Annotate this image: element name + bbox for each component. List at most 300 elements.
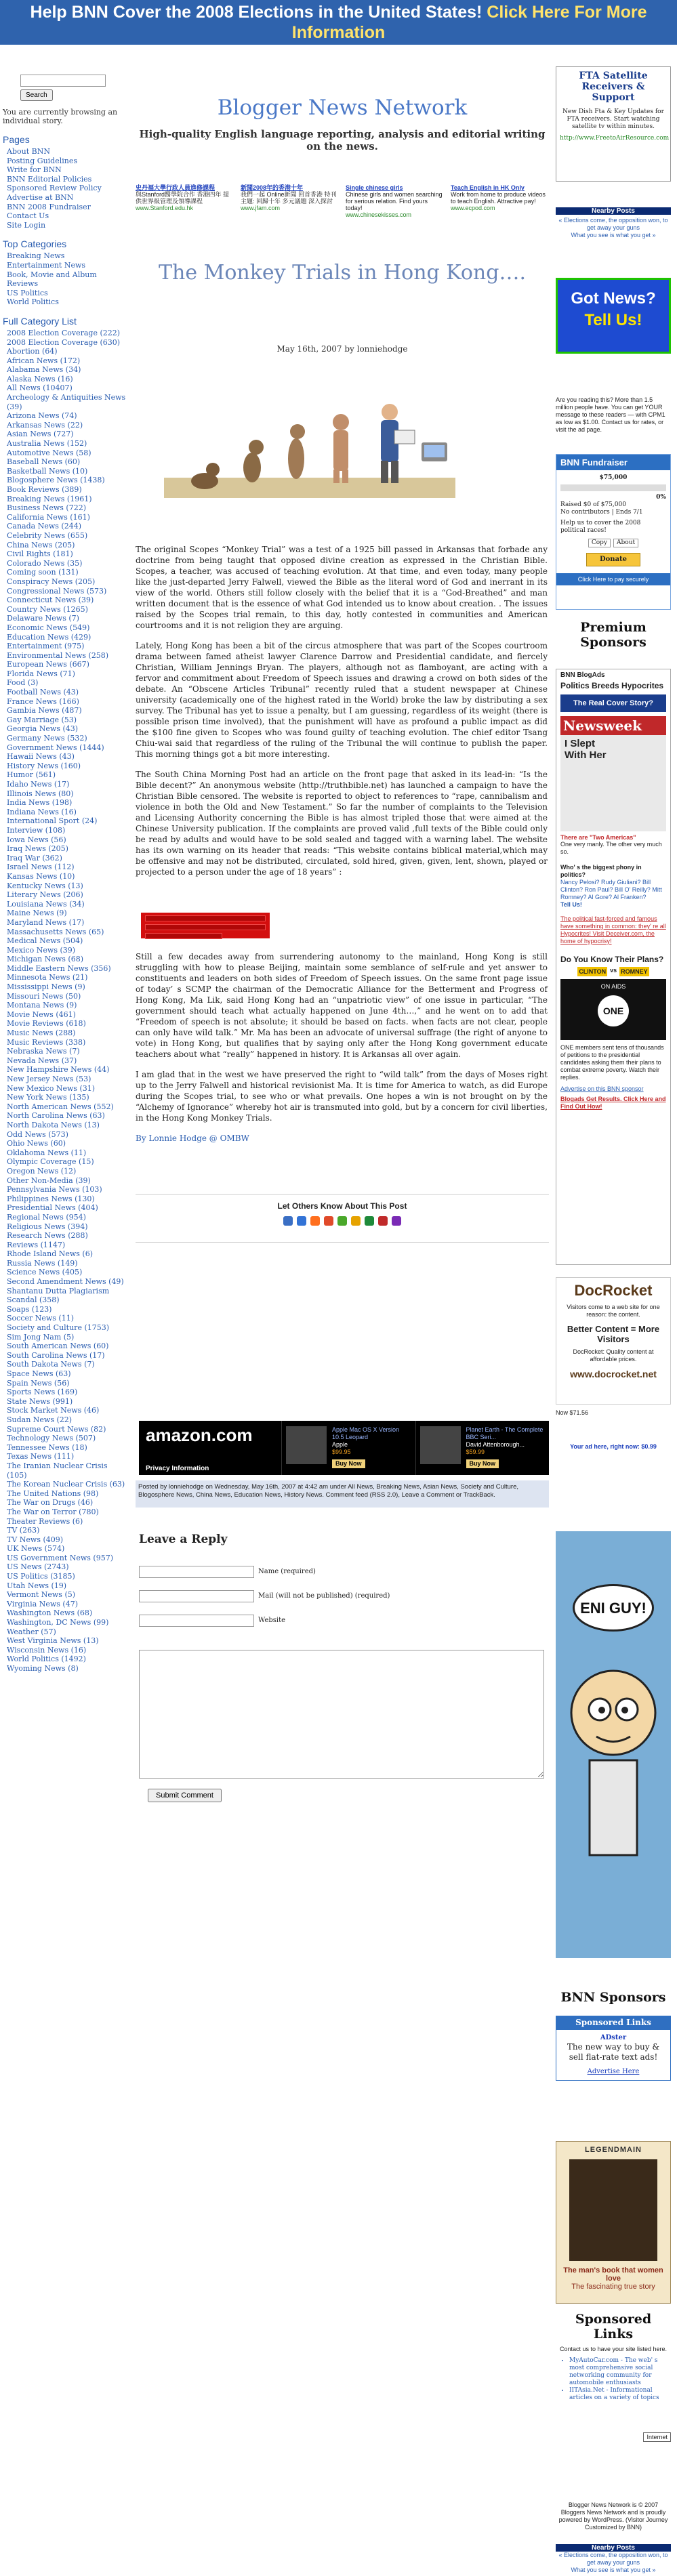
nearby-posts-bottom [556,2544,671,2574]
text-ad-body: Chinese girls and women searching for serious relation. Find yours today! [346,191,443,211]
category-link[interactable]: Celebrity News (655) [7,531,88,540]
legend-book-ad[interactable] [556,2141,671,2304]
do-you-know-title: Do You Know Their Plans? [560,955,664,964]
advertise-sponsor-link[interactable]: Advertise on this BNN sponsor [560,1085,644,1092]
sponsored-links-list [556,2346,671,2402]
eni-guy-ad[interactable] [556,1531,671,1958]
product-price: $59.99 [466,1449,485,1455]
category-link[interactable]: Football News (43) [7,688,79,697]
category-link[interactable]: Breaking News (1961) [7,494,92,503]
fundraiser-title: BNN Fundraiser [556,455,670,470]
deceiver-ad[interactable]: The political fast-forced and famous have something in common: they' re all Hypocrites! Visit Deceiver.com, the home of hypocrisy! [560,915,666,944]
premium-sponsors-heading: Premium Sponsors [580,620,647,650]
category-link[interactable]: Oklahoma News (11) [7,1148,87,1157]
category-link[interactable]: Iraq News (205) [7,844,68,854]
share-bar [136,1194,549,1243]
text-ad-title[interactable]: 史丹福大學行政人員進修課程 [136,184,216,191]
category-link[interactable]: Sim Jong Nam (5) [7,1332,75,1342]
reach-readers-note: Are you reading this? More than 1.5 million people have. You can get YOUR message to these readers — with CPM1 as low as $1.00. Contact us for rates, or visit the ad page. [556,396,665,433]
category-link[interactable]: World Politics (1492) [7,1655,86,1664]
fta-ad[interactable] [556,66,671,182]
category-link[interactable]: Kansas News (10) [7,871,75,881]
article-paragraph: Lately, Hong Kong has been a bit of the circus atmosphere that was part of the Scopes courtroom drama between famed atheist lawyer Clarence Darrow and Presidential candidate, and fiercely Christian, William Jennings Bryan. The players, although not as flamboyant, are acting with a fervor and commitment about Freedom of Speech issues and drawing a crowd on both sides of the debate. An “Obscene Articles Tribunal” recently ruled that a student newspaper at Chinese university (academically one of the highest rated in the World) broke the law by distributing a sex survey. The Tribunal has yet to issue a penalty, but I am guessing, regardless of its weight (there is possible prison time involved), that the punishment will have as profound a public impact as did the $100 fine given to Scopes who was found guilty of teaching evolution. The chief editor Tsang Chiu-wai said that regardless of the ruling of the Tribunal the will continue to publish the paper. This morning things got a bit more interesting. [136,641,548,759]
category-link[interactable]: Connecticut News (39) [7,596,94,605]
site-tagline: High-quality English language reporting, analysis and editorial writing on the news. [139,128,546,152]
email-field[interactable] [139,1590,254,1602]
text-ad[interactable] [241,184,339,218]
website-field[interactable] [139,1615,254,1627]
sponsored-links-heading: Sponsored Links [556,2016,671,2029]
product-vendor: David Attenborough... [466,1441,525,1448]
candidates-row[interactable] [560,967,666,976]
text-ad[interactable] [451,184,549,218]
category-link[interactable]: Mississippi News (9) [7,982,85,992]
category-link[interactable]: Sports News (169) [7,1388,78,1397]
sponsored-links-intro: Contact us to have your site listed here. [559,2346,668,2352]
category-link[interactable]: Canada News (244) [7,522,81,531]
page-link[interactable]: About BNN [7,147,50,156]
category-link[interactable]: Hawaii News (43) [7,752,75,762]
amazon-product[interactable] [281,1421,415,1475]
category-link[interactable]: Gay Marriage (53) [7,715,77,724]
fundraiser-percent: 0% [656,494,666,501]
sponsored-links-box [556,2016,671,2081]
category-link[interactable]: Presidential News (404) [7,1203,98,1213]
category-link[interactable]: Wisconsin News (16) [7,1645,87,1655]
nearby-prev-link[interactable]: « Elections come, the opposition won, to get away your guns [558,2552,668,2566]
category-link[interactable]: India News (198) [7,798,73,808]
category-link[interactable]: Basketball News (10) [7,466,88,476]
docrocket-line-3: DocRocket: Quality content at affordable prices. [573,1348,654,1363]
category-link[interactable]: International Sport (24) [7,816,98,826]
got-news-button[interactable] [556,278,671,354]
category-link[interactable]: Texas News (111) [7,1452,75,1461]
category-link[interactable]: Vermont News (5) [7,1590,76,1600]
google-bookmark-icon[interactable] [378,1216,388,1226]
category-link[interactable]: Literary News (206) [7,890,83,900]
product-thumbnail[interactable] [286,1426,327,1464]
category-link[interactable]: Movie News (461) [7,1010,76,1019]
page-link[interactable]: Sponsored Review Policy [7,184,102,193]
category-link[interactable]: Technology News (507) [7,1434,96,1443]
category-link[interactable]: Entertainment (975) [7,642,85,651]
category-link[interactable]: West Virginia News (13) [7,1636,99,1646]
category-link[interactable]: Massachusetts News (65) [7,927,104,936]
category-link[interactable]: Russia News (149) [7,1258,78,1268]
about-button[interactable]: About [613,539,638,547]
top-category-link[interactable]: Book, Movie and Album Reviews [7,270,97,289]
category-link[interactable]: Society and Culture (1753) [7,1323,110,1333]
category-link[interactable]: Archeology & Antiquities News (39) [7,393,126,411]
category-link[interactable]: Conspiracy News (205) [7,577,96,586]
category-link[interactable]: Economic News (549) [7,623,90,632]
nearby-next-link[interactable]: What you see is what you get » [571,2567,656,2573]
category-link[interactable]: Utah News (19) [7,1581,67,1590]
biggest-phony-title: Who' s the biggest phony in politics? [560,864,642,878]
category-link[interactable]: Montana News (9) [7,1001,77,1010]
search-button[interactable]: Search [20,89,53,101]
real-cover-story-ad[interactable]: The Real Cover Story? [560,694,666,712]
category-link[interactable]: Automotive News (58) [7,448,91,457]
category-link[interactable]: European News (667) [7,660,89,669]
category-link[interactable]: Arkansas News (22) [7,420,83,430]
category-link[interactable]: Louisiana News (34) [7,899,85,909]
category-link[interactable]: Olympic Coverage (15) [7,1157,94,1167]
bnn-sponsors-heading: BNN Sponsors [560,1990,666,2005]
internet-tag[interactable]: Internet [643,2432,671,2442]
top-category-link[interactable]: World Politics [7,297,59,307]
category-link[interactable]: Science News (405) [7,1268,83,1277]
legend-subtagline: The fascinating true story [571,2283,655,2291]
page-link[interactable]: Site Login [7,220,46,230]
category-link[interactable]: The Korean Nuclear Crisis (63) [7,1480,125,1489]
category-link[interactable]: Pennsylvania News (103) [7,1185,102,1194]
delicious-icon[interactable] [297,1216,306,1226]
fundraiser-progress [560,484,666,491]
category-link[interactable]: China News (205) [7,540,75,549]
text-ad-title[interactable]: Single chinese girls [346,184,403,191]
category-link[interactable]: US Government News (957) [7,1553,113,1562]
category-link[interactable]: New Mexico News (31) [7,1083,96,1093]
category-link[interactable]: Movie Reviews (618) [7,1019,86,1029]
category-link[interactable]: California News (161) [7,512,90,522]
privacy-link[interactable]: Privacy Information [146,1465,209,1472]
category-link[interactable]: Congressional News (573) [7,586,107,596]
romney-label: ROMNEY [621,968,648,975]
category-link[interactable]: Philippines News (130) [7,1194,95,1203]
sponsored-links-heading-2: Sponsored Links [575,2312,652,2342]
blogads-heading[interactable]: BNN BlogAds [560,671,605,679]
amazon-widget[interactable] [139,1421,549,1475]
top-category-link[interactable]: US Politics [7,288,48,297]
amazon-logo[interactable]: amazon.com Privacy Information [139,1421,281,1475]
text-ad[interactable] [136,184,234,218]
category-link[interactable]: Asian News (727) [7,430,74,439]
category-link[interactable]: Australia News (152) [7,439,87,449]
product-price: $99.95 [332,1449,351,1455]
biggest-phony-list[interactable]: Nancy Pelosi? Rudy Giuliani? Bill Clinton? Ron Paul? Bill O' Reilly? Mitt Romney? Al Gore? Al Franken? [560,879,662,900]
vs-label: vs [610,967,617,974]
category-link[interactable]: Humor (561) [7,770,56,780]
sponsored-link[interactable]: • IITAsia.Net - Informational articles on a variety of topics [569,2387,671,2402]
buy-now-button[interactable]: Buy Now [466,1459,499,1468]
two-americas-text[interactable]: There are "Two Americas" [560,834,636,841]
on-aids-label: ON AIDS [600,983,626,990]
category-link[interactable]: Coming soon (131) [7,568,79,577]
one-logo: ONE [598,995,629,1026]
category-link[interactable]: Sudan News (22) [7,1415,73,1424]
category-link[interactable]: Maine News (9) [7,909,67,918]
category-link[interactable]: Washington, DC News (99) [7,1618,109,1627]
fundraiser-help: Help us to cover the 2008 political races! [560,520,641,534]
category-link[interactable]: The Iranian Nuclear Crisis (105) [7,1461,108,1480]
category-link[interactable]: Book Reviews (389) [7,485,82,494]
category-link[interactable]: Colorado News (35) [7,558,83,568]
text-ad-title[interactable]: 新聞2008年的香港十年 [241,184,304,191]
reddit-icon[interactable] [310,1216,320,1226]
eni-guy-figure [562,1645,664,1875]
article-paragraph: I am glad that in the west we have preserved the right to “wild talk” from the days of Moses right up to the Jerry Falwell and historical revisionist Ma. It is time for America to watch, as did Europe during the Scopes trial, to see who or what prevails. One hopes a win is not brought on by the “Alchemy of Ignorance” whereby hot air is transmuted into gold, but by a concern for civil liberties, in the Hong Kong Monkey Trials. [136,1070,548,1123]
category-link[interactable]: Other Non-Media (39) [7,1176,91,1185]
site-title[interactable]: Blogger News Network [217,96,468,120]
category-link[interactable]: The War on Drugs (46) [7,1498,94,1508]
category-link[interactable]: Indiana News (16) [7,807,77,816]
docrocket-url[interactable]: www.docrocket.net [570,1369,657,1379]
category-link[interactable]: Stock Market News (46) [7,1406,100,1415]
comment-textarea[interactable] [139,1650,544,1779]
category-link[interactable]: Rhode Island News (6) [7,1249,93,1259]
category-link[interactable]: Music News (288) [7,1029,76,1038]
nearby-prev-link[interactable]: « Elections come, the opposition won, to get away your guns [558,217,668,231]
category-link[interactable]: Nebraska News (7) [7,1047,80,1056]
two-americas-sub: One very manly. The other very much so. [560,841,662,855]
category-list [7,329,129,1674]
category-link[interactable]: State News (991) [7,1396,73,1406]
category-link[interactable]: Abortion (64) [7,347,58,356]
category-link[interactable]: Georgia News (43) [7,724,79,734]
category-link[interactable]: New York News (135) [7,1093,89,1102]
category-link[interactable]: Arizona News (74) [7,411,77,421]
name-label: Name (required) [258,1568,316,1575]
docrocket-logo: DocRocket [574,1282,653,1299]
category-link[interactable]: Gambia News (487) [7,706,82,715]
category-link[interactable]: African News (172) [7,356,81,365]
category-link[interactable]: Country News (1265) [7,604,88,614]
top-category-link[interactable]: Breaking News [7,251,65,261]
amazon-product[interactable] [415,1421,550,1475]
category-link[interactable]: Minnesota News (21) [7,973,88,982]
text-ad-body: Work from home to produce videos to teach English. Attractive pay! [451,191,546,205]
category-link[interactable]: South American News (60) [7,1342,109,1351]
one-campaign-ad[interactable] [560,979,666,1040]
category-link[interactable]: Food (3) [7,678,39,688]
top-banner[interactable] [0,0,677,45]
post-meta: May 16th, 2007 by lonniehodge [276,344,408,354]
category-link[interactable]: Shantanu Dutta Plagiarism Scandal (358) [7,1286,110,1305]
nearby-next-link[interactable]: What you see is what you get » [571,232,656,238]
got-news-text: Got News? [571,289,656,308]
category-link[interactable]: Reviews (1147) [7,1240,66,1249]
product-title[interactable]: Apple Mac OS X Version 10.5 Leopard [332,1426,400,1440]
post-title[interactable]: The Monkey Trials in Hong Kong…. [159,261,526,285]
docrocket-ad[interactable] [556,1277,671,1405]
technorati-icon[interactable] [337,1216,347,1226]
category-link[interactable]: Virginia News (47) [7,1599,79,1608]
category-link[interactable]: Soccer News (11) [7,1314,75,1323]
book-cover-image [569,2159,657,2261]
adster-text: The new way to buy & sell flat-rate text ads! [567,2042,660,2062]
website-label: Website [258,1617,286,1624]
category-link[interactable]: Tennessee News (18) [7,1442,87,1452]
fundraiser-widget[interactable] [556,454,671,610]
text-ad-url[interactable]: www.jfam.com [241,205,281,211]
legend-title: LEGENDMAIN [585,2146,642,2154]
tell-us-text: Tell Us! [584,311,642,329]
category-link[interactable]: Second Amendment News (49) [7,1277,124,1287]
category-link[interactable]: Missouri News (50) [7,991,81,1001]
product-thumbnail[interactable] [420,1426,461,1464]
comment-mail-row [139,1590,546,1603]
category-link[interactable]: 2008 Election Coverage (222) [7,328,121,337]
category-link[interactable]: Maryland News (17) [7,917,85,927]
blogads-results-link[interactable]: Blogads Get Results. Click Here and Find Out How! [560,1096,666,1110]
your-ad-here-link[interactable]: Your ad here, right now: $0.99 [570,1443,657,1450]
banner-text: Help BNN Cover the 2008 Elections in the United States! [30,3,483,22]
category-link[interactable]: 2008 Election Coverage (630) [7,337,121,347]
category-link[interactable]: North American News (552) [7,1102,114,1111]
text-ad-url[interactable]: www.chinesekisses.com [346,211,412,218]
category-link[interactable]: New Jersey News (53) [7,1075,91,1083]
banner-link[interactable]: Click Here For More Information [291,3,647,42]
category-link[interactable]: Mexico News (39) [7,945,76,955]
category-link[interactable]: Music Reviews (338) [7,1037,86,1047]
product-title[interactable]: Planet Earth - The Complete BBC Seri... [466,1426,543,1440]
category-link[interactable]: Spain News (56) [7,1378,70,1388]
category-link[interactable]: Kentucky News (13) [7,881,83,890]
yahoo-icon[interactable] [392,1216,401,1226]
post-footer-meta[interactable]: Posted by lonniehodge on Wednesday, May 16th, 2007 at 4:42 am under All News, Breaking News, Asian News, Society and Culture, Blogosphere News, China News, Education News, History News. Comment feed (RSS 2.0), Leave a Comment or TrackBack. [136,1480,549,1508]
text-ad-title[interactable]: Teach English in HK Only [451,184,525,191]
comment-name-row [139,1565,546,1579]
category-link[interactable]: TV News (409) [7,1535,64,1544]
category-link[interactable]: Education News (429) [7,632,91,642]
newsvine-icon[interactable] [365,1216,374,1226]
comment-website-row [139,1614,546,1627]
category-link[interactable]: History News (160) [7,761,81,770]
category-link[interactable]: Alaska News (16) [7,374,73,383]
fta-title[interactable]: FTA Satellite Receivers & Support [579,70,648,103]
category-link[interactable]: Germany News (532) [7,734,87,743]
category-link[interactable]: US Politics (3185) [7,1572,75,1581]
category-link[interactable]: Iowa News (56) [7,835,66,844]
adster-link[interactable]: ADster [600,2034,627,2041]
category-link[interactable]: UK News (574) [7,1544,65,1554]
category-link[interactable]: Theater Reviews (6) [7,1516,83,1526]
fundraiser-raised: Raised $0 of $75,000 [560,501,626,508]
category-link[interactable]: Israel News (112) [7,863,75,872]
category-link[interactable]: Religious News (394) [7,1222,88,1231]
legend-tagline: The man's book that women love [563,2266,663,2283]
category-link[interactable]: New Hampshire News (44) [7,1065,110,1075]
newsweek-ad[interactable] [560,716,666,831]
category-link[interactable]: France News (166) [7,697,79,706]
category-link[interactable]: Baseball News (60) [7,457,81,467]
category-link[interactable]: Space News (63) [7,1369,71,1378]
blogads-panel [556,669,671,1265]
tell-us-link[interactable]: Tell Us! [560,901,582,908]
category-link[interactable]: Wyoming News (8) [7,1664,79,1673]
one-campaign-text: ONE members sent tens of thousands of petitions to the presidential candidates asking them their plans to combat extreme poverty. Watch their replies. [560,1044,664,1081]
furl-icon[interactable] [351,1216,361,1226]
category-link[interactable]: Research News (288) [7,1231,88,1241]
fundraiser-goal: $75,000 [599,474,628,481]
category-link[interactable]: Washington News (68) [7,1608,93,1618]
category-link[interactable]: South Carolina News (17) [7,1350,105,1360]
text-ad-body: 與Stanford醫學院合作 香港四年 提供世界級管理及領導課程 [136,191,230,205]
category-link[interactable]: Blogosphere News (1438) [7,476,105,485]
search-form [20,75,129,101]
category-link[interactable]: Interview (108) [7,825,66,835]
full-category-heading: Full Category List [3,315,77,327]
text-ad-url[interactable]: www.ecpod.com [451,205,495,211]
submit-comment-button[interactable]: Submit Comment [148,1789,222,1802]
left-sidebar [0,68,129,1674]
category-link[interactable]: Idaho News (17) [7,780,70,789]
fta-url[interactable]: http://www.FreetoAirResource.com [560,135,670,142]
page-link[interactable]: Contact Us [7,211,49,221]
category-link[interactable]: Iraq War (362) [7,853,62,863]
page-link[interactable]: BNN Editorial Policies [7,174,92,184]
category-link[interactable]: Alabama News (34) [7,365,81,375]
leave-reply-heading: Leave a Reply [139,1533,228,1546]
category-link[interactable]: Delaware News (7) [7,614,79,623]
category-link[interactable]: Environmental News (258) [7,650,109,660]
category-link[interactable]: North Dakota News (13) [7,1120,100,1129]
pay-securely-link[interactable]: Click Here to pay securely [556,573,670,585]
article-paragraph: Still a few decades away from surrendering autonomy to the mainland, Hong Kong is still struggling with how to please Beijing, maintain some semblance of self-rule and yet answer to constituents and leaders on both sides of Freedom of Speech issues. On the same front page issue of today’ s SCMP the chairman of the Democratic Alliance for the Betterment and Progress of Hong Kong, Ma Lik, said Hong Kong had an “unpatriotic view” of one issue in particular, “The government should teach what actually happened on June 4th…,” and he went on to add that “Freedom of speech is not absolute; it should be based on facts. when facts are not clear, people can only have wild talk.” Mr. Ma has been an advocate of universal suffrage (the right of anyone to vote) in Hong Kong, but qualifies that by saying only after the Hong Kong government educate teachers about what “really” happened in history. It is Arkansas all over again. [136,952,548,1059]
category-link[interactable]: Business News (722) [7,503,86,513]
pages-heading: Pages [3,134,30,145]
category-link[interactable]: North Carolina News (63) [7,1111,105,1121]
category-link[interactable]: Nevada News (37) [7,1056,77,1065]
category-link[interactable]: TV (263) [7,1526,40,1535]
top-category-link[interactable]: Entertainment News [7,260,86,270]
text-ad[interactable] [346,184,444,218]
category-link[interactable]: Florida News (71) [7,669,75,678]
page-link[interactable]: Write for BNN [7,165,62,175]
fta-body: New Dish Fta & Key Updates for FTA receivers. Start watching satellite tv within minutes. [562,108,664,130]
article-byline[interactable]: By Lonnie Hodge @ OMBW [136,1134,249,1143]
category-link[interactable]: Regional News (954) [7,1212,86,1222]
stumbleupon-icon[interactable] [324,1216,333,1226]
category-link[interactable]: Civil Rights (181) [7,549,73,559]
category-link[interactable]: South Dakota News (7) [7,1360,95,1369]
page-link[interactable]: Advertise at BNN [7,192,74,202]
text-ad-url[interactable]: www.Stanford.edu.hk [136,205,194,211]
category-link[interactable]: Government News (1444) [7,743,104,752]
category-link[interactable]: All News (10407) [7,383,73,393]
mail-label: Mail (will not be published) (required) [258,1592,390,1600]
donate-button[interactable]: Donate [586,553,640,566]
category-link[interactable]: Medical News (504) [7,936,83,946]
buy-now-button[interactable]: Buy Now [332,1459,365,1468]
category-link[interactable]: The War on Terror (780) [7,1507,99,1516]
copy-button[interactable]: Copy [588,539,611,547]
category-link[interactable]: US News (2743) [7,1562,69,1572]
category-link[interactable]: Middle Eastern News (356) [7,963,111,973]
page-link[interactable]: Posting Guidelines [7,156,78,165]
digg-icon[interactable] [283,1216,293,1226]
blogroll-badge[interactable] [556,2429,671,2442]
category-link[interactable]: Soaps (123) [7,1304,52,1314]
ad-strip [136,184,549,218]
category-link[interactable]: Michigan News (68) [7,955,83,964]
advertise-here-link[interactable]: Advertise Here [587,2068,640,2075]
category-link[interactable]: Odd News (573) [7,1129,68,1139]
category-link[interactable]: Supreme Court News (82) [7,1424,106,1434]
sponsored-link[interactable]: • MyAutoCar.com - The web' s most comprehensive social networking community for automobile enthusiasts [569,2357,671,2387]
category-link[interactable]: Oregon News (12) [7,1166,77,1176]
category-link[interactable]: The United Nations (98) [7,1489,99,1498]
site-header [136,47,549,166]
category-link[interactable]: Ohio News (60) [7,1139,66,1148]
search-input[interactable] [20,75,106,87]
category-link[interactable]: Illinois News (80) [7,789,74,798]
name-field[interactable] [139,1566,254,1578]
category-link[interactable]: Weather (57) [7,1627,56,1636]
page-link[interactable]: BNN 2008 Fundraiser [7,202,91,211]
nearby-posts-top [556,207,671,239]
